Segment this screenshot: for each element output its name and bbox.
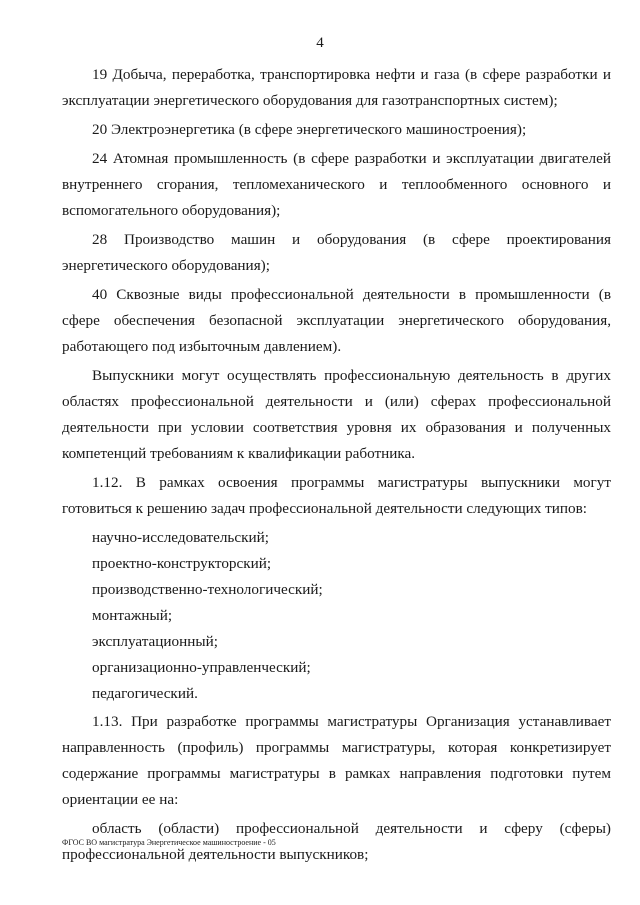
task-types-list [62,525,611,707]
list-item: эксплуатационный; [92,633,218,650]
document-body [62,62,611,871]
paragraph-activity-28: 28 Производство машин и оборудования (в сфере проектирования энергетического оборудования); [62,231,611,274]
paragraph-activity-19: 19 Добыча, переработка, транспортировка нефти и газа (в сфере разработки и эксплуатации энергетического оборудования для газотранспортных систем); [62,66,611,109]
list-item: проектно-конструкторский; [92,555,272,572]
paragraph-section-1-12: 1.12. В рамках освоения программы магистратуры выпускники могут готовиться к решению задач профессиональной деятельности следующих типов: [62,474,611,517]
paragraph-orientation-areas: область (области) профессиональной деятельности и сферу (сферы) профессиональной деятельности выпускников; [62,820,611,863]
list-item: организационно-управленческий; [92,659,311,676]
paragraph-activity-24: 24 Атомная промышленность (в сфере разработки и эксплуатации двигателей внутреннего сгорания, тепломеханического и теплообменного основного и вспомогательного оборудования); [62,150,611,219]
page-number: 4 [316,35,324,51]
paragraph-graduates-other-areas: Выпускники могут осуществлять профессиональную деятельность в других областях профессиональной деятельности и (или) сферах профессиональной деятельности при условии соответствия уровня их образования и полученных компетенций требованиям к квалификации работника. [62,367,611,462]
paragraph-section-1-13: 1.13. При разработке программы магистратуры Организация устанавливает направленность (профиль) программы магистратуры, которая конкретизирует содержание программы магистратуры в рамках направления подготовки путем ориентации ее на: [62,713,611,808]
list-item: педагогический. [92,685,198,702]
document-footer: ФГОС ВО магистратура Энергетическое машиностроение - 05 [62,838,276,847]
list-item: производственно-технологический; [92,581,323,598]
paragraph-activity-40: 40 Сквозные виды профессиональной деятельности в промышленности (в сфере обеспечения безопасной эксплуатации энергетического оборудования, работающего под избыточным давлением). [62,286,611,355]
list-item: научно-исследовательский; [92,529,269,546]
list-item: монтажный; [92,607,173,624]
paragraph-activity-20: 20 Электроэнергетика (в сфере энергетического машиностроения); [92,121,527,138]
